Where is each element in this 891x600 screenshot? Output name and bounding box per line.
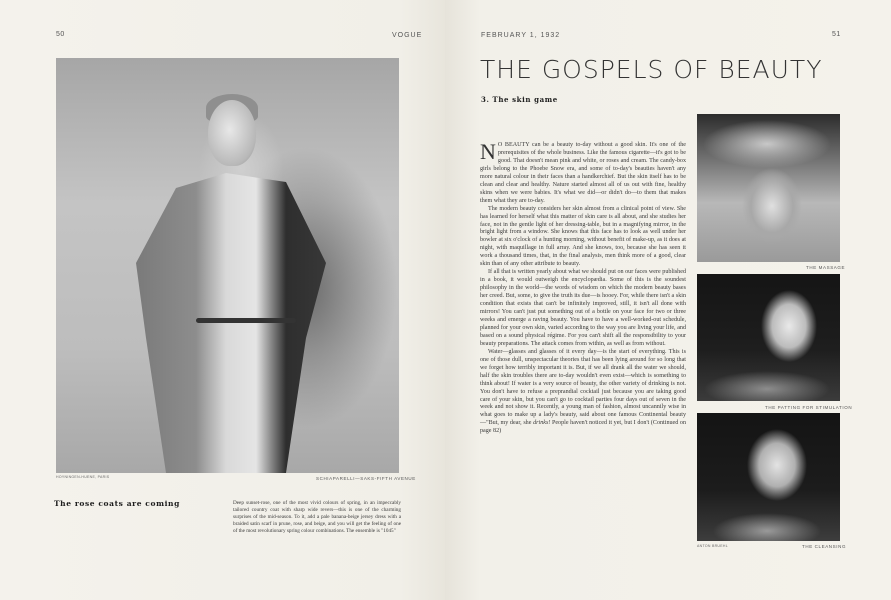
photo-figure-belt [196,318,296,323]
hero-photo-credit: HOYNINGEN-HUENE, PARIS [56,475,110,479]
article-paragraph: Water—glasses and glasses of it every day—is the start of everything. This is one of those dull, unspectacular theories that has been lying around for so long that we forget how terribly important it is. But, if we all drank all the water we should, half the skin troubles there are to-day wouldn't even exist—which is something to think about! If water is a very source of beauty, the other variety of drinking is not. You don't have to refuse a preprandial cocktail just because you are taking good care of your skin, but you can't go to cocktail parties four days out of seven in the week and not show it. Recently, a young man of fashion, almost uncannily wise in what goes to make up a lady's beauty, said about one famous Continental beauty—"But, my dear, she drinks! People haven't noticed it yet, but I don't (Continued on page 82) [480,348,687,435]
photo-patting [697,274,840,401]
side-photo-credit: ANTON BRUEHL [697,544,728,548]
section-body: Deep sunset-rose, one of the most vivid colours of spring, in an impeccably tailored country coat with sharp wide revers—this is one of the charming surprises of the mid-season. To it, add a pale banana-beige jersey dress with a braided satin scarf in prune, rose, and beige, and you will get the feeling of one of the most revolutionary spring colour combinations. The ensemble is "1045" [233,500,401,534]
caption-patting: THE PATTING FOR STIMULATION [765,405,853,410]
page-number-right: 51 [832,31,841,38]
article-paragraph: If all that is written yearly about what we should put on our faces were published in a book, it would outweigh the encyclopædia. Some of this is the soundest philosophy in the world—the words of wisdom on which the modern beauty bases her creed. But, some, to give the truth its due—is hooey. For, while there isn't a skin condition that exists that can't be infinitely improved, still, it isn't all done with mirrors! You can't just put something out of a bottle on your face for two or three weeks and emerge a raving beauty. You have to have a well-worked-out schedule, planned for your own skin, varied according to the way you are living your life, and based on a sound physical régime. For you can't shift all the responsibility to your beauty preparations. The attack comes from within, as well as from without. [480,269,686,347]
article-subhead: 3. The skin game [481,95,558,104]
photo-figure-head [208,100,256,166]
italic-emphasis: drinks! [533,420,551,427]
photo-massage [697,114,840,262]
running-head-vogue: VOGUE [392,32,423,39]
drop-cap: N [480,139,496,164]
article-headline: THE GOSPELS OF BEAUTY [480,55,823,84]
caption-massage: THE MASSAGE [806,265,846,270]
article-paragraph: The modern beauty considers her skin almost from a clinical point of view. She has learned for herself what this matter of skin care is all about, and she studies her face, not in the gentle light of her dressing-table, but in a magnifying mirror, in the bright light from a window. She knows that this face has to look as well under her bowler at six o'clock of a hunting morning, without benefit of make-up, as it does at night, with maquillage in full array. And she knows, too, because she has seen it work a thousand times, that, in the final analysis, men think more of a good, clear skin than of any other attribute to beauty. [480,205,686,268]
section-title: The rose coats are coming [54,499,180,508]
continued-on-link[interactable]: People haven't noticed it yet, but I don't (Continued on page 82) [480,420,687,435]
photo-cleansing [697,413,840,541]
page-number-left: 50 [56,31,65,38]
article-paragraph: N O BEAUTY can be a beauty to-day without a good skin. It's one of the prerequisites of the whole business. Like the famous cigarette—it's got to be good. That doesn't mean pink and white, or roses and cream. The candy-box girls belong to the Phoebe Snow era, and some of to-day's beauties haven't any more natural colour in their faces than a handkerchief. But the skin itself has to be clean and clear and healthy. Nature started almost all of us out with fine, healthy skins when we were babies. It's what we did—or didn't do—to them that makes them what they are to-day. [480,139,686,204]
hero-photo-caption: SCHIAPARELLI—SAKS-FIFTH AVENUE [316,476,416,481]
caption-cleansing: THE CLEANSING [802,544,847,549]
article-body [480,139,687,436]
photo-figure-coat [136,173,336,473]
running-head-date: FEBRUARY 1, 1932 [481,32,561,39]
hero-photo [56,58,399,473]
left-page [0,0,445,600]
